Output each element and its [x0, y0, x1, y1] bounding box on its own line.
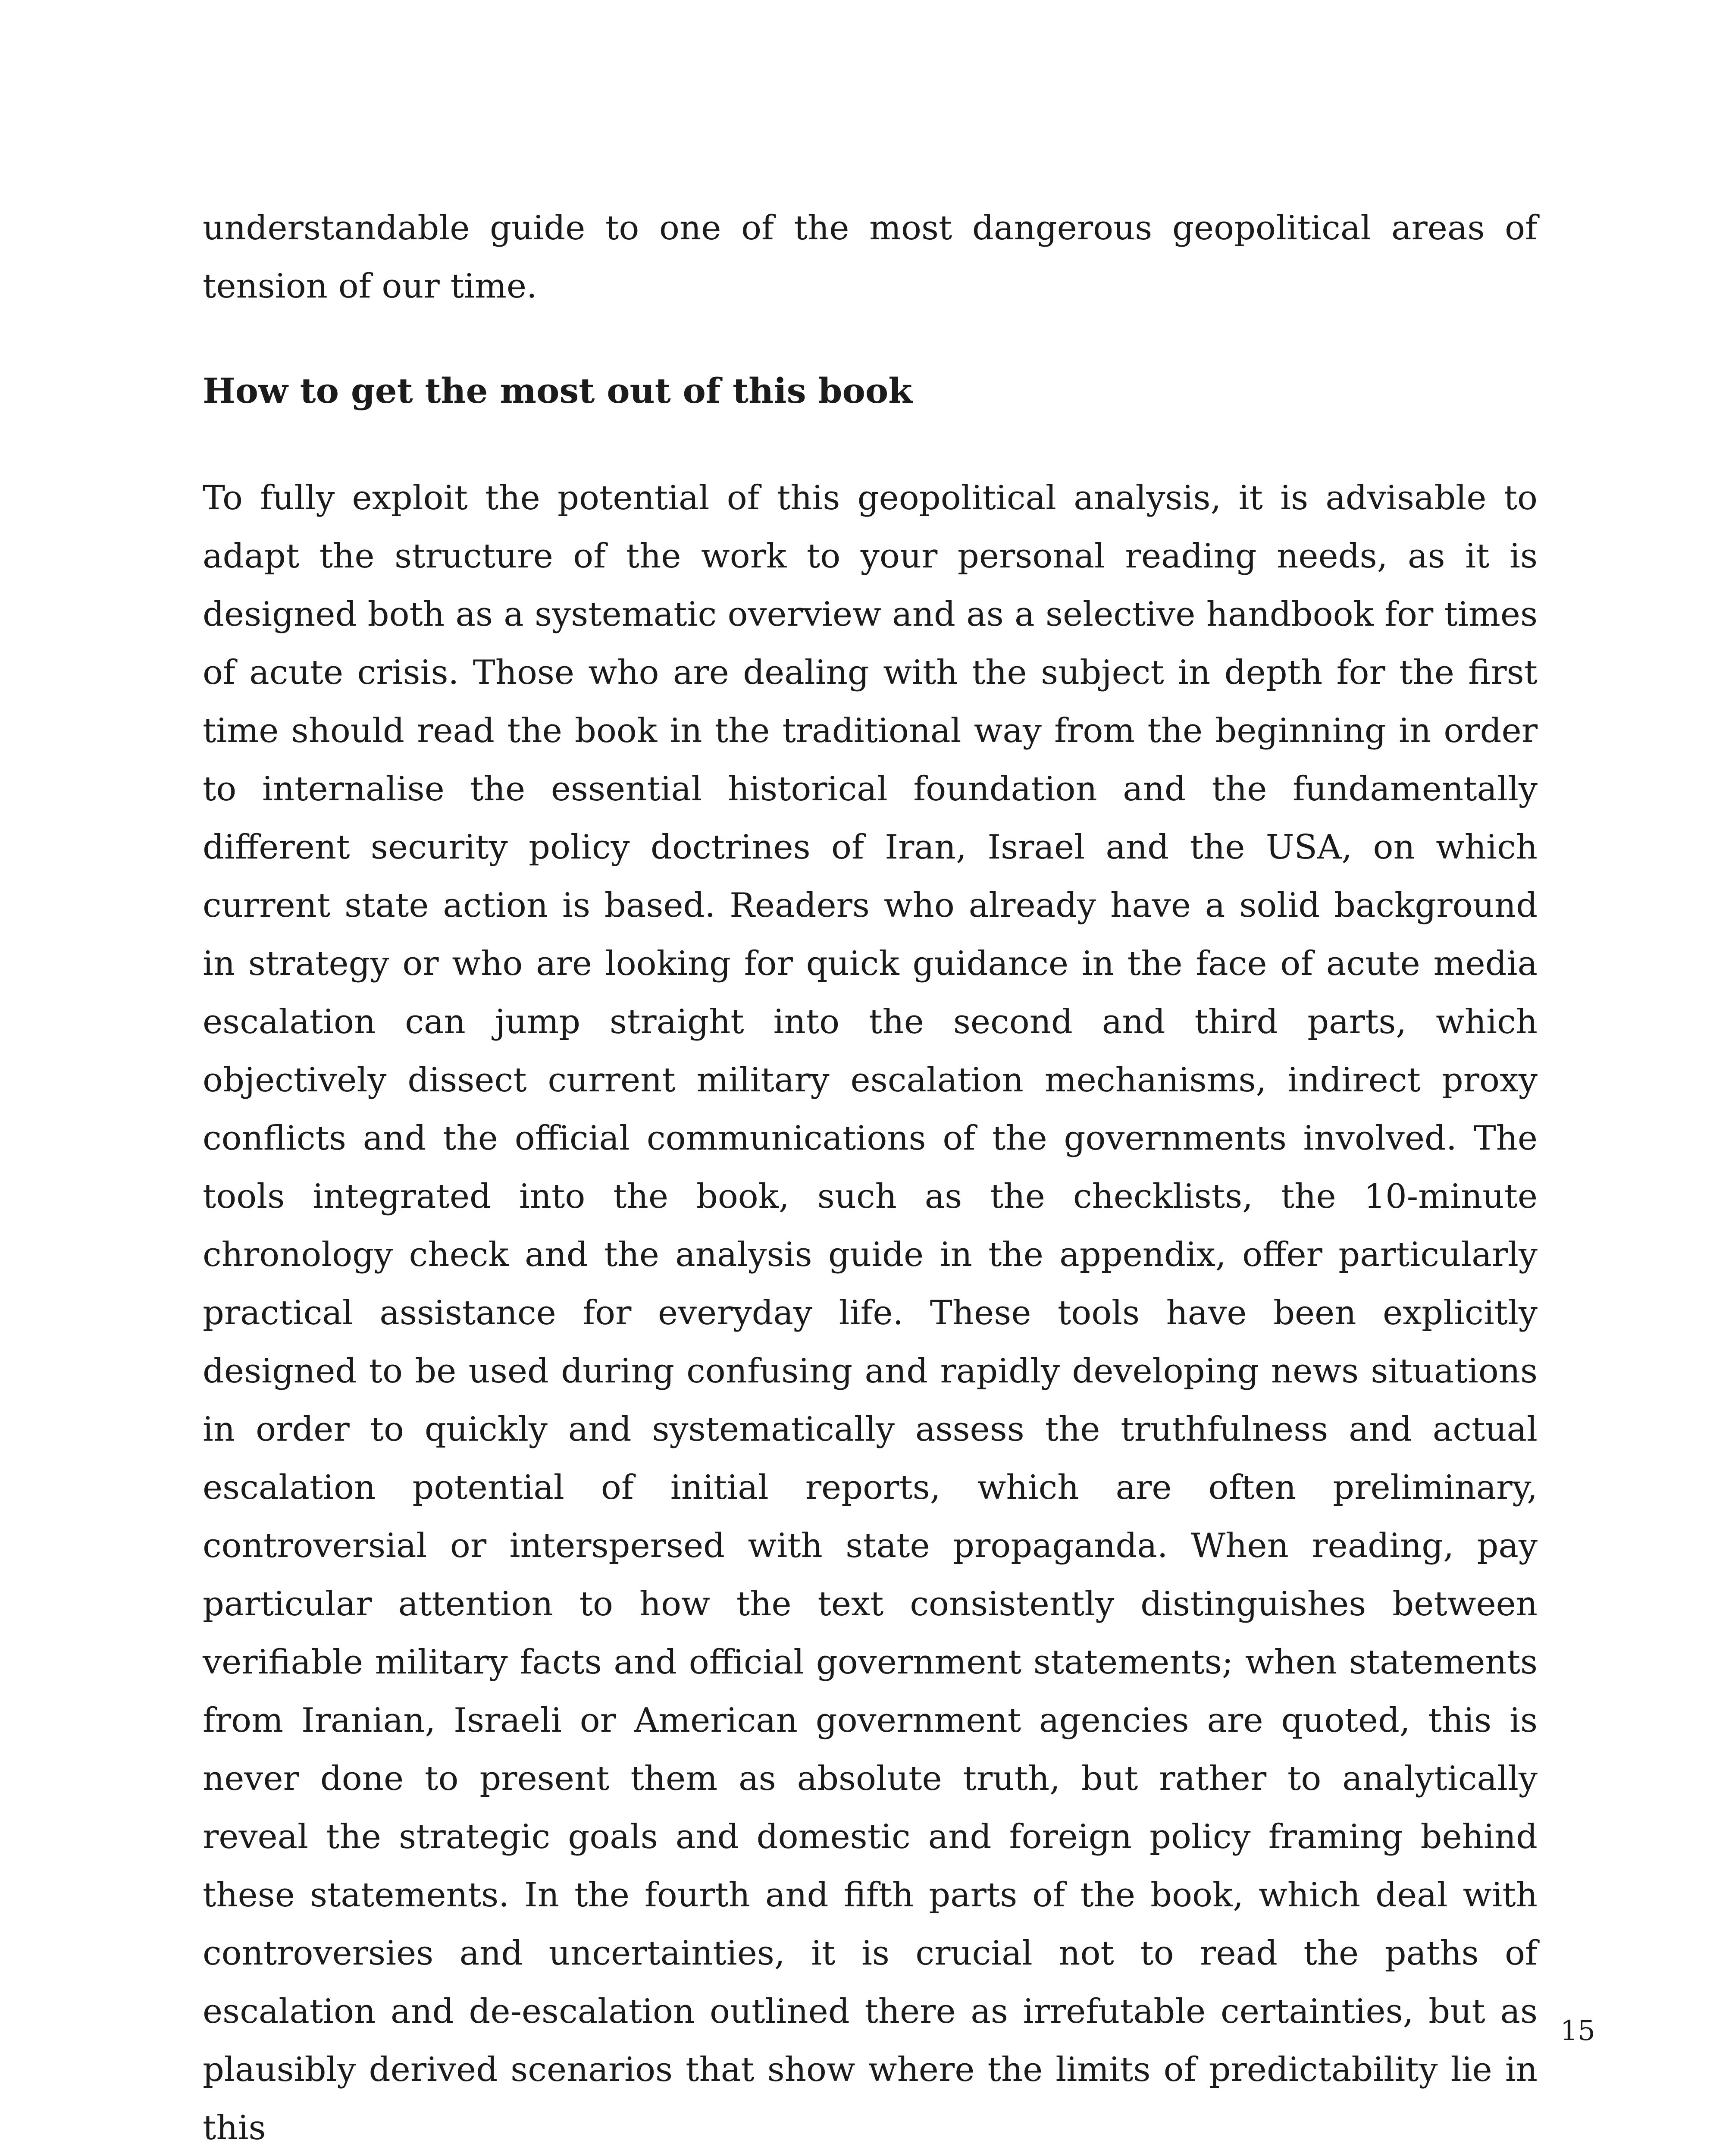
section-heading: How to get the most out of this book — [203, 370, 912, 411]
body-paragraph: To fully exploit the potential of this geopolitical analysis, it is advisable to adapt the structure of the work to your personal reading needs, as it is designed both as a systematic overview and as a selective handbook for times of acute crisis. Those who are dealing with the subject in depth for the first time should read the book in the traditional way from the beginning in order to internalise the essential historical foundation and the fundamentally different security policy doctrines of Iran, Israel and the USA, on which current state action is based. Readers who already have a solid background in strategy or who are looking for quick guidance in the face of acute media escalation can jump straight into the second and third parts, which objectively dissect current military escalation mechanisms, indirect proxy conflicts and the official communications of the governments involved. The tools integrated into the book, such as the checklists, the 10-minute chronology check and the analysis guide in the appendix, offer particularly practical assistance for everyday life. These tools have been explicitly designed to be used during confusing and rapidly developing news situations in order to quickly and systematically assess the truthfulness and actual escalation potential of initial reports, which are often preliminary, controversial or interspersed with state propaganda. When reading, pay particular attention to how the text consistently distinguishes between verifiable military facts and official government statements; when statements from Iranian, Israeli or American government agencies are quoted, this is never done to present them as absolute truth, but rather to analytically reveal the strategic goals and domestic and foreign policy framing behind these statements. In the fourth and fifth parts of the book, which deal with controversies and uncertainties, it is crucial not to read the paths of escalation and de-escalation outlined there as irrefutable certainties, but as plausibly derived scenarios that show where the limits of predictability lie in this — [203, 479, 1538, 2147]
intro-paragraph: understandable guide to one of the most dangerous geopolitical areas of tension of our time. — [203, 209, 1538, 306]
page-number: 15 — [1560, 2015, 1595, 2047]
